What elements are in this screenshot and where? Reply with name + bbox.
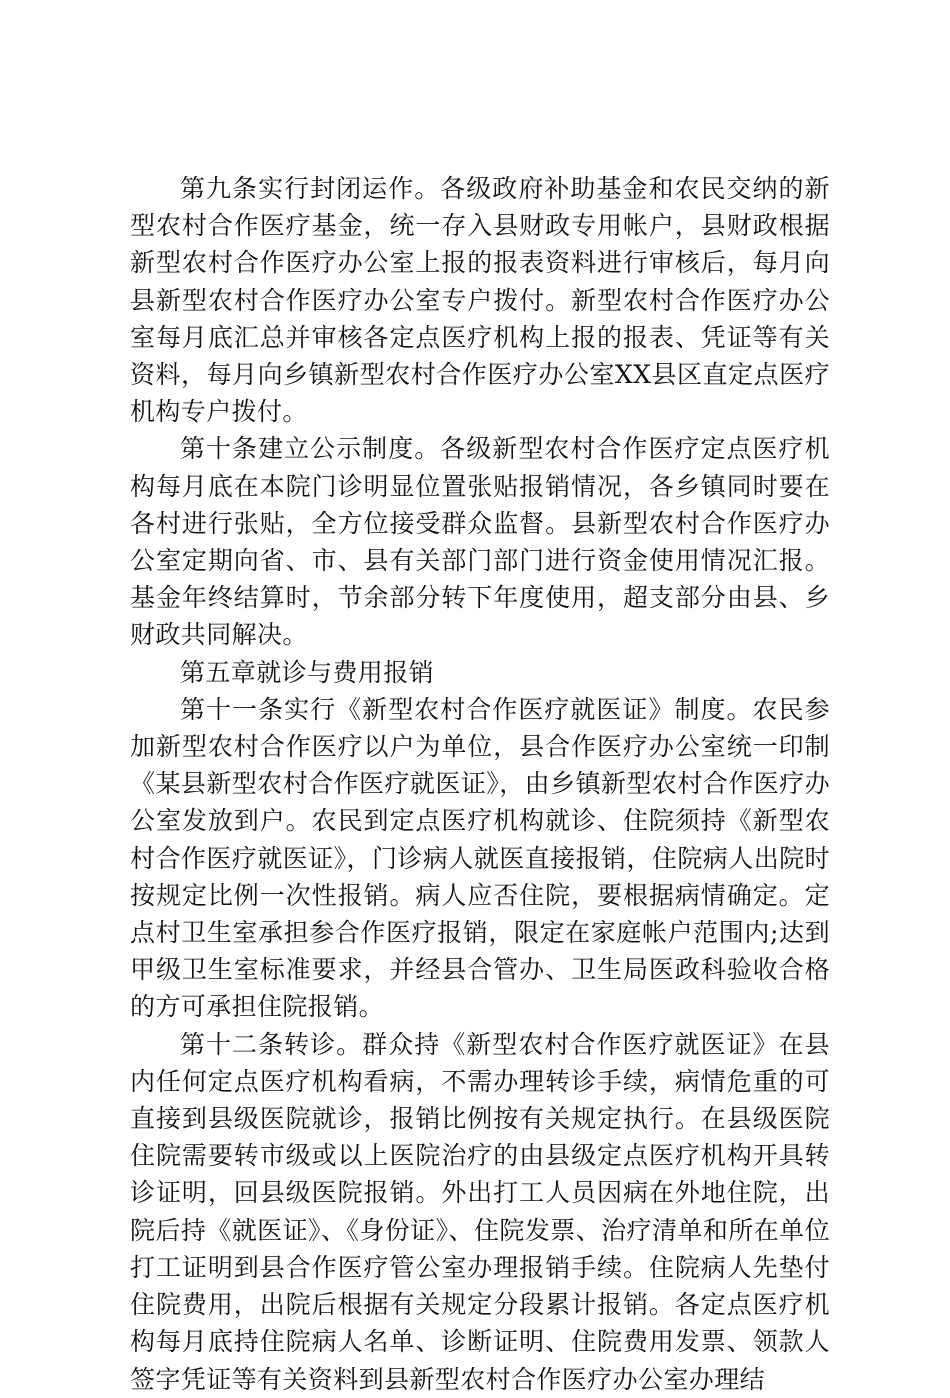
paragraph-article-12: 第十二条转诊。群众持《新型农村合作医疗就医证》在县内任何定点医疗机构看病，不需办理转诊手续，病情危重的可直接到县级医院就诊，报销比例按有关规定执行。在县级医院住院需要转市级或以上医院治疗的由县级定点医疗机构开具转诊证明，回县级医院报销。外出打工人员因病在外地住院，出院后持《就医证》、《身份证》、住院发票、治疗清单和所在单位打工证明到县合作医疗管公室办理报销手续。住院病人先垫付住院费用，出院后根据有关规定分段累计报销。各定点医疗机构每月底持住院病人名单、诊断证明、住院费用发票、领款人签字凭证等有关资料到县新型农村合作医疗办公室办理结 bbox=[130, 1029, 830, 1394]
paragraph-article-10: 第十条建立公示制度。各级新型农村合作医疗定点医疗机构每月底在本院门诊明显位置张贴报销情况，各乡镇同时要在各村进行张贴，全方位接受群众监督。县新型农村合作医疗办公室定期向省、市、县有关部门部门进行资金使用情况汇报。基金年终结算时，节余部分转下年度使用，超支部分由县、乡财政共同解决。 bbox=[130, 434, 830, 650]
paragraph-article-9: 第九条实行封闭运作。各级政府补助基金和农民交纳的新型农村合作医疗基金，统一存入县财政专用帐户，县财政根据新型农村合作医疗办公室上报的报表资料进行审核后，每月向县新型农村合作医疗办公室专户拨付。新型农村合作医疗办公室每月底汇总并审核各定点医疗机构上报的报表、凭证等有关资料，每月向乡镇新型农村合作医疗办公室XX县区直定点医疗机构专户拨付。 bbox=[130, 174, 830, 427]
chapter-heading: 第五章就诊与费用报销 bbox=[180, 657, 435, 687]
paragraph-article-11: 第十一条实行《新型农村合作医疗就医证》制度。农民参加新型农村合作医疗以户为单位，县合作医疗办公室统一印制《某县新型农村合作医疗就医证》，由乡镇新型农村合作医疗办公室发放到户。农民到定点医疗机构就诊、住院须持《新型农村合作医疗就医证》，门诊病人就医直接报销，住院病人出院时按规定比例一次性报销。病人应否住院，要根据病情确定。定点村卫生室承担参合作医疗报销，限定在家庭帐户范围内;达到甲级卫生室标准要求，并经县合管办、卫生局医政科验收合格的方可承担住院报销。 bbox=[130, 694, 830, 1022]
document-body bbox=[130, 170, 830, 1398]
